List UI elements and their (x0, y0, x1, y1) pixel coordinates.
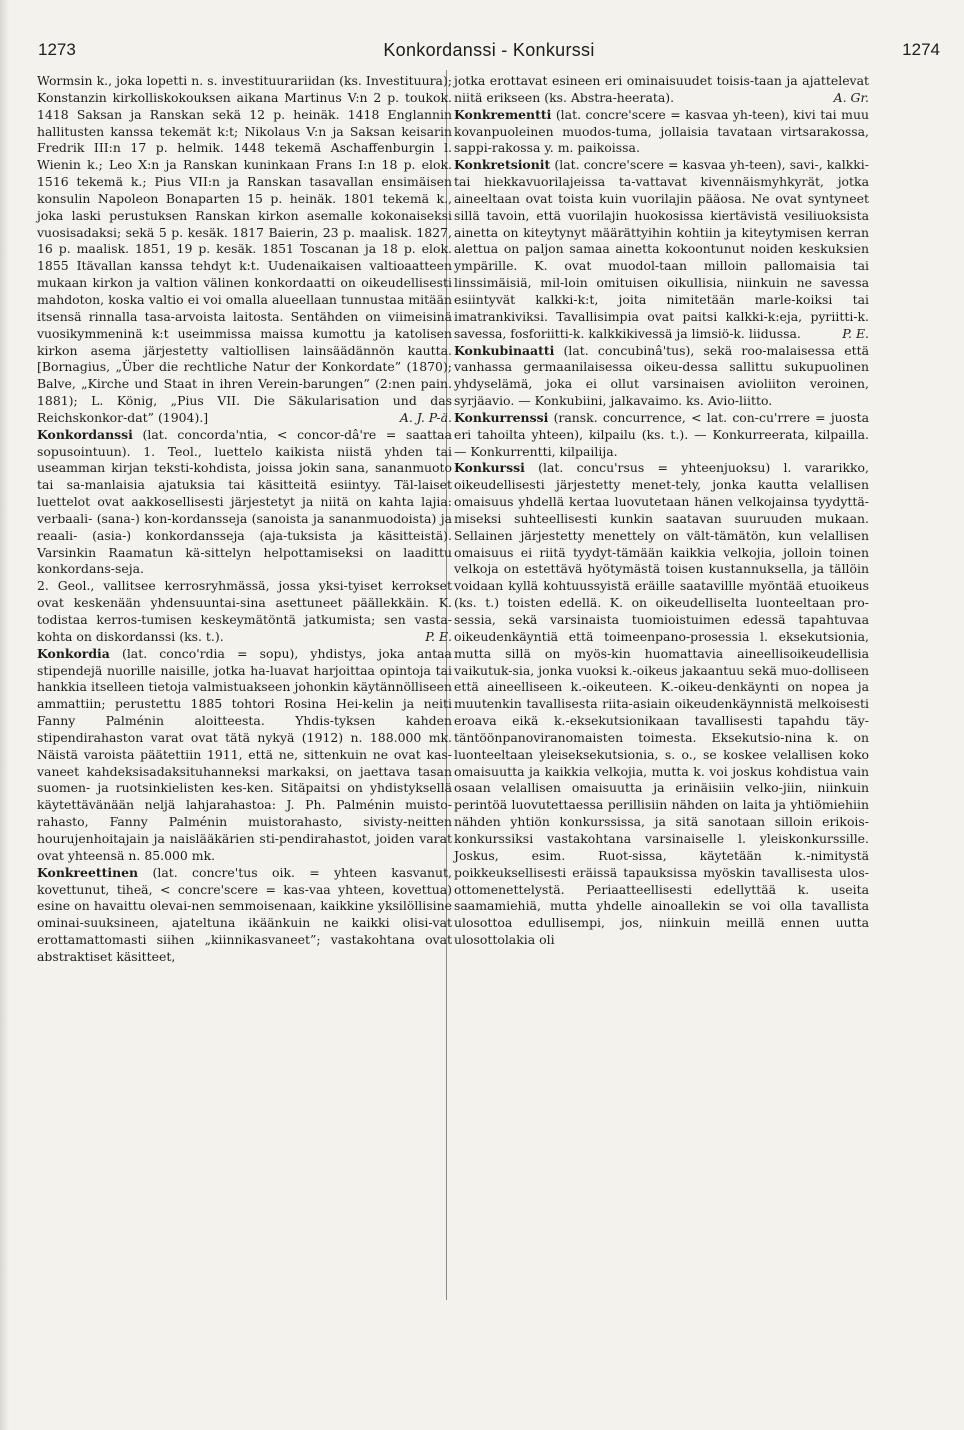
left-column (37, 73, 452, 966)
headword: Konkretsionit (454, 157, 551, 173)
article-paragraph (454, 73, 869, 107)
entry-konkubinaatti (454, 343, 869, 410)
entry-body: (lat. concubinâ'tus), sekä roo-malaisessa että vanhassa germaanilaisessa oikeu-dessa sallittu sukupuolinen yhdyselämä, joka ei ollut varsinaisen avioliiton veroinen, syrjäavio. — Konkubiini, jalkavaimo. ks. Avio-liitto. (454, 342, 869, 409)
entry-body: (lat. concorda'ntia, < concor-dâ're = saattaa sopusointuun). 1. Teol., luettelo kaikista niistä yhden tai useamman kirjan teksti-kohdista, joissa jokin sana, sananmuoto tai sa-manlaisia ajatuksia tai käsitteitä esiintyy. Täl-laiset luettelot ovat aakkosellisesti järjestetyt ja niitä on kahta lajia: verbaali- (sana-) kon-kordansseja (sanoista ja sananmuodoista) ja reaali- (asia-) konkordansseja (aja-tuksista ja käsitteistä). Varsinkin Raamatun kä-sittelyn helpottamiseksi on laadittu konkordans-seja. (37, 426, 452, 577)
entry-konkurrenssi (454, 410, 869, 461)
entry-konkretsionit (454, 157, 869, 342)
page-number-left: 1273 (38, 40, 76, 59)
entry-konkordanssi (37, 427, 452, 579)
entry-konkreettinen (37, 865, 452, 966)
page-edge-shadow (0, 0, 9, 1430)
headword: Konkubinaatti (454, 342, 555, 358)
author-signature: A. Gr. (833, 89, 869, 105)
headword: Konkordanssi (37, 426, 133, 442)
headword: Konkurrenssi (454, 409, 549, 425)
headword: Konkordia (37, 645, 110, 661)
page-number-right: 1274 (902, 40, 940, 59)
entry-konkordia (37, 646, 452, 865)
headword: Konkrementti (454, 106, 552, 122)
entry-body: (lat. concre'scere = kasvaa yh-teen), kivi tai muu kovanpuoleinen muodos-tuma, jollaisia tavataan virtsarakossa, sappi-rakossa y. m. paikoissa. (454, 106, 869, 156)
entry-konkurssi (454, 460, 869, 948)
article-paragraph (37, 73, 452, 427)
entry-body: (lat. concu'rsus = yhteenjuoksu) l. vararikko, oikeudellisesti järjestetty menet-tely, jonka kautta velallisen omaisuus yhdellä kertaa luovutetaan hänen velkojainsa tyydyttä-miseksi suhteellisesti kunkin saatavan suuruuden mukaan. Sellainen järjestetty menettely on vält-tämätön, kun velallisen omaisuus ei riitä tyydyt-tämään kaikkia velkojia, jolloin toinen velkoja on estettävä hyötymästä toisen kustannuksella, ja tällöin voidaan kyllä kohtuussyistä eräille saatavillle myöntää etuoikeus (ks. t.) toisten edellä. K. on oikeudelliselta luonteeltaan pro-sessia, sekä varsinaista tuomioistuimen edessä tapahtuvaa oikeudenkäyntiä että toimeenpano-prosessia l. eksekutsionia, mutta sillä on myös-kin huomattavia aineellisoikeudellisia vaikutuk-sia, jonka vuoksi k.-oikeus jakaantuu sekä muo-dolliseen että aineelliseen k.-oikeuteen. K.-oikeu-denkäynti on nopea ja muutenkin tavallisesta riita-asiain oikeudenkäynnistä melkoisesti eroava eikä k.-eksekutsionikaan tavallisesti tapahdu täy-täntöönpanoviranomaisten toimesta. Eksekutsio-nina k. on luonteeltaan yleiseksekutsionia, s. o., se koskee velallisen koko omaisuutta ja kaikkia velkojia, mutta k. voi joskus kohdistua vain osaan velallisen omaisuutta ja erinäisiin velko-jiin, niinkuin perintöä luovutettaessa perillisiin nähden on laita ja yhtiömiehiin nähden yhtiön konkurssissa, ja sitä sanotaan silloin erikois-konkurssiksi vastakohtana varsinaiselle l. yleiskonkurssille. Joskus, esim. Ruot-sissa, käytetään k.-nimitystä poikkeuksellisesti eräissä tapauksissa myöskin tavallisesta ulos-ottomenettelystä. Periaatteellisesti edellyttää k. useita saamamiehiä, mutta yhdelle ainoallekin se voi olla tavallista ulosottoa edullisempi, jos, niinkuin meillä ennen uutta ulosottolakia oli (454, 460, 869, 948)
right-column (454, 73, 869, 949)
konkordaatti-continuation: Wormsin k., joka lopetti n. s. investituurariidan (ks. Investituura); Konstanzin kirkolliskokouksen aikana Martinus V:n 2 p. toukok. 1418 Saksan ja Ranskan sekä 12 p. heinäk. 1418 Englannin hallitusten kanssa tekemät k:t; Nikolaus V:n ja Saksan keisarin Fredrik III:n 17 p. helmik. 1448 tekemä Aschaffenburgin l. Wienin k.; Leo X:n ja Ranskan kuninkaan Frans I:n 18 p. elok. 1516 tekemä k.; Pius VII:n ja Ranskan tasavallan ensimäisen konsulin Napoleon Bonaparten 15 p. heinäk. 1801 tekemä k., joka laski perustuksen Ranskan kirkon asemalle kokonaiseksi vuosisadaksi; sekä 5 p. kesäk. 1817 Baierin, 23 p. maalisk. 1827, 16 p. maalisk. 1851, 19 p. kesäk. 1851 Toscanan ja 18 p. elok. 1855 Itävallan kanssa tehdyt k:t. Uudenaikaisen valtioaatteen mukaan kirkon ja valtion välinen konkordaatti on oikeudellisesti mahdoton, koska valtio ei voi omalla alueellaan tunnustaa mitään itsensä rinnalla tasa-arvoista laitosta. Sentähden on viimeisinä vuosikymmeninä k:t useimmissa maissa kumottu ja katolisen kirkon asema järjestetty valtiollisen lainsäädännön kautta. [Bornagius, „Über die rechtliche Natur der Konkordate” (1870); Balve, „Kirche und Staat in ihren Verein-barungen” (2:nen pain. 1881); L. König, „Pius VII. Die Säkularisation und das Reichskonkor-dat” (1904).] (37, 73, 452, 425)
entry-konkrementti (454, 107, 869, 158)
author-signature: P. E. (842, 325, 869, 341)
entry-body: (ransk. concurrence, < lat. con-cu'rrere = juosta eri tahoilta yhteen), kilpailu (ks. t.). — Konkurreerata, kilpailla. — Konkurrentti, kilpailija. (454, 409, 869, 459)
entry-body: (lat. concre'scere = kasvaa yh-teen), savi-, kalkki- tai hiekkavuorilajeissa ta-vattavat kivennäismyhkyrät, jotka aineeltaan ovat toista kuin vuorilajin pääosa. Ne ovat syntyneet sillä tavoin, että vuorilajin huokosissa kiertävistä vesiliuoksista ainetta on kiteytynyt määrättyihin kohtiin ja kiteytymisen kerran alettua on paljon samaa ainetta kokoontunut noiden keskuksien ympärille. K. ovat muodol-taan milloin pallomaisia tai linssimäisiä, mil-loin omituisen oikullisia, niinkuin ne savessa esiintyvät kalkki-k:t, joita nimitetään marle-koiksi tai imatrankiviksi. Tavallisimpia ovat paitsi kalkki-k:eja, pyriitti-k. savessa, fosforiitti-k. kalkkikivessä ja limsiö-k. liidussa. (454, 157, 869, 341)
entry-body: (lat. conco'rdia = sopu), yhdistys, joka antaa stipendejä nuorille naisille, jotka ha-luavat harjoittaa opintoja tai hankkia itselleen tietoja valmistuakseen johonkin käytännölliseen ammattiin; perustettu 1885 tohtori Rosina Hei-kelin ja neiti Fanny Palménin aloitteesta. Yhdis-tyksen kahden stipendirahaston varat ovat tätä nykyä (1912) n. 188.000 mk. Näistä varoista päätettiin 1911, että ne, sittenkuin ne ovat kas-vaneet kahdeksisadaksituhanneksi markaksi, on jaettava tasan suomen- ja ruotsinkielisten kes-ken. Sitäpaitsi on yhdistyksellä käytettävänään neljä lahjarahastoa: J. Ph. Palménin muisto-rahasto, Fanny Palménin muistorahasto, sivisty-neitten hourujenhoitajain ja naislääkärien sti-pendirahastot, joiden varat ovat yhteensä n. 85.000 mk. (37, 645, 452, 863)
author-signature: A. J. P-ä. (399, 409, 452, 425)
running-title: Konkordanssi - Konkurssi (383, 40, 595, 60)
entry-body: 2. Geol., vallitsee kerrosryhmässä, jossa yksi-tyiset kerrokset ovat keskenään yhdensuuntai-sina asettuneet päällekkäin. K. todistaa kerros-tumisen keskeymätöntä jatkumista; sen vasta-kohta on diskordanssi (ks. t.). (37, 578, 452, 644)
headword: Konkurssi (454, 460, 525, 476)
entry-body: (lat. concre'tus oik. = yhteen kasvanut, kovettunut, tiheä, < concre'scere = kas-vaa yhteen, kovettua) esine on havaittu olevai-nen semmoisenaan, kaikkine yksilöllisine ominai-suuksineen, ajateltuna ikäänkuin ne kaikki olisi-vat erottamattomasti siihen „kiinnikasvaneet”; vastakohtana ovat abstraktiset käsitteet, (37, 864, 452, 964)
page-header (30, 40, 948, 66)
author-signature: P. E. (425, 628, 452, 644)
article-paragraph (37, 578, 452, 645)
headword: Konkreettinen (37, 864, 139, 880)
konkreettinen-continuation: jotka erottavat esineen eri ominaisuudet toisis-taan ja ajattelevat niitä erikseen (ks. Abstra-heerata). (454, 73, 869, 105)
